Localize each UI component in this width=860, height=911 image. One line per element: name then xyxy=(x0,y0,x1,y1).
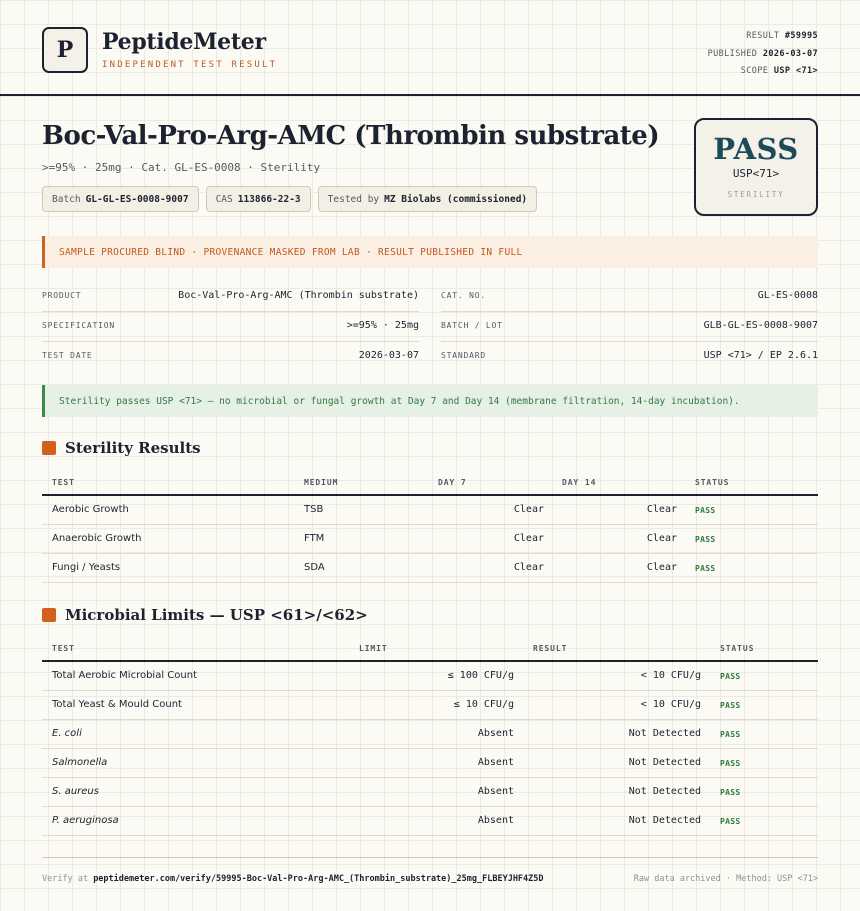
table-row xyxy=(42,778,818,807)
cat-value: GL-ES-0008 xyxy=(757,290,818,301)
microbial-heading xyxy=(42,606,368,624)
status-badge: PASS xyxy=(720,701,741,710)
section-title: Sterility Results xyxy=(65,439,201,457)
verdict-word: PASS xyxy=(713,132,799,166)
day7: Clear xyxy=(513,504,544,515)
medium: SDA xyxy=(304,562,325,573)
spec-value: >=95% · 25mg xyxy=(346,320,419,331)
status-badge: PASS xyxy=(720,672,741,681)
product-value: Boc-Val-Pro-Arg-AMC (Thrombin substrate) xyxy=(178,290,419,301)
test-name: Anaerobic Growth xyxy=(52,533,142,544)
status-badge: PASS xyxy=(720,788,741,797)
table-header xyxy=(42,467,818,496)
cas-chip: CAS 113866-22-3 xyxy=(206,186,311,212)
col-test: TEST xyxy=(52,644,75,653)
product-subtitle: >=95% · 25mg · Cat. GL-ES-0008 · Sterility xyxy=(42,161,321,174)
table-row xyxy=(42,749,818,778)
medium: FTM xyxy=(304,533,325,544)
verdict-category: STERILITY xyxy=(727,190,785,199)
limit: ≤ 10 CFU/g xyxy=(453,699,514,710)
status-badge: PASS xyxy=(695,535,716,544)
test-name: Salmonella xyxy=(52,757,108,768)
status-badge: PASS xyxy=(720,759,741,768)
test-name: E. coli xyxy=(52,728,82,739)
standard-label: STANDARD xyxy=(441,351,486,360)
verify-line xyxy=(42,874,544,884)
result-meta xyxy=(708,28,818,81)
limit: Absent xyxy=(477,728,514,739)
published-line: PUBLISHED 2026-03-07 xyxy=(707,48,818,59)
col-status: STATUS xyxy=(695,478,730,487)
sterility-heading xyxy=(42,439,201,457)
product-title: Boc-Val-Pro-Arg-AMC (Thrombin substrate) xyxy=(42,121,660,151)
result: Not Detected xyxy=(628,728,701,739)
result: Not Detected xyxy=(628,757,701,768)
result: Not Detected xyxy=(628,815,701,826)
verify-prefix: Verify at xyxy=(42,874,89,884)
result: < 10 CFU/g xyxy=(640,699,701,710)
limit: Absent xyxy=(477,786,514,797)
day7: Clear xyxy=(513,562,544,573)
section-title: Microbial Limits — USP <61>/<62> xyxy=(65,606,368,624)
limit: ≤ 100 CFU/g xyxy=(447,670,514,681)
day14: Clear xyxy=(646,504,677,515)
table-row xyxy=(42,691,818,720)
date-label: TEST DATE xyxy=(42,351,93,360)
test-name: Total Yeast & Mould Count xyxy=(52,699,182,710)
tested-by-chip: Tested by MZ Biolabs (commissioned) xyxy=(318,186,537,212)
test-name: S. aureus xyxy=(52,786,99,797)
batch-label: BATCH / LOT xyxy=(441,321,503,330)
limit: Absent xyxy=(477,757,514,768)
batch-value: GLB-GL-ES-0008-9007 xyxy=(703,320,818,331)
scope-line: SCOPE USP <71> xyxy=(740,66,818,76)
footer-method: Raw data archived · Method: USP <71> xyxy=(633,874,818,884)
table-header xyxy=(42,633,818,662)
verdict-standard: USP<71> xyxy=(732,167,780,180)
test-name: Total Aerobic Microbial Count xyxy=(52,670,197,681)
info-row xyxy=(42,312,818,342)
status-badge: PASS xyxy=(695,506,716,515)
table-row xyxy=(42,554,818,583)
table-row xyxy=(42,496,818,525)
test-name: Fungi / Yeasts xyxy=(52,562,121,573)
result-id-line: RESULT #59995 xyxy=(746,31,818,41)
info-row xyxy=(42,342,818,372)
col-status: STATUS xyxy=(720,644,755,653)
info-row xyxy=(42,282,818,312)
table-row xyxy=(42,807,818,836)
spec-label: SPECIFICATION xyxy=(42,321,116,330)
col-limit: LIMIT xyxy=(359,644,388,653)
day7: Clear xyxy=(513,533,544,544)
col-result: RESULT xyxy=(533,644,568,653)
table-row xyxy=(42,525,818,554)
status-badge: PASS xyxy=(720,730,741,739)
report-footer xyxy=(42,857,818,884)
section-marker xyxy=(42,441,56,455)
batch-chip: Batch GL-GL-ES-0008-9007 xyxy=(42,186,199,212)
table-row xyxy=(42,720,818,749)
col-day7: DAY 7 xyxy=(438,478,467,487)
chip-row xyxy=(42,186,537,212)
test-name: Aerobic Growth xyxy=(52,504,129,515)
status-badge: PASS xyxy=(720,817,741,826)
day14: Clear xyxy=(646,533,677,544)
logo: P xyxy=(42,27,88,73)
standard-value: USP <71> / EP 2.6.1 xyxy=(703,350,818,361)
col-medium: MEDIUM xyxy=(304,478,339,487)
brand-name: PeptideMeter xyxy=(102,29,266,55)
table-row xyxy=(42,662,818,691)
limit: Absent xyxy=(477,815,514,826)
test-name: P. aeruginosa xyxy=(52,815,119,826)
date-value: 2026-03-07 xyxy=(358,350,419,361)
col-day14: DAY 14 xyxy=(562,478,597,487)
report-header xyxy=(0,0,860,96)
section-marker xyxy=(42,608,56,622)
result: Not Detected xyxy=(628,786,701,797)
day14: Clear xyxy=(646,562,677,573)
status-badge: PASS xyxy=(695,564,716,573)
medium: TSB xyxy=(304,504,324,515)
result: < 10 CFU/g xyxy=(640,670,701,681)
product-label: PRODUCT xyxy=(42,291,82,300)
verdict-stamp xyxy=(694,118,818,216)
brand-subtitle: INDEPENDENT TEST RESULT xyxy=(102,60,278,70)
summary-notice: Sterility passes USP <71> — no microbial or fungal growth at Day 7 and Day 14 (membrane filtration, 14-day incubation). xyxy=(42,385,818,417)
blind-notice: SAMPLE PROCURED BLIND · PROVENANCE MASKED FROM LAB · RESULT PUBLISHED IN FULL xyxy=(42,236,818,268)
verify-link[interactable]: peptidemeter.com/verify/59995-Boc-Val-Pro-Arg-AMC_(Thrombin_substrate)_25mg_FLBEYJHF4Z5D xyxy=(93,874,544,884)
col-test: TEST xyxy=(52,478,75,487)
cat-label: CAT. NO. xyxy=(441,291,486,300)
